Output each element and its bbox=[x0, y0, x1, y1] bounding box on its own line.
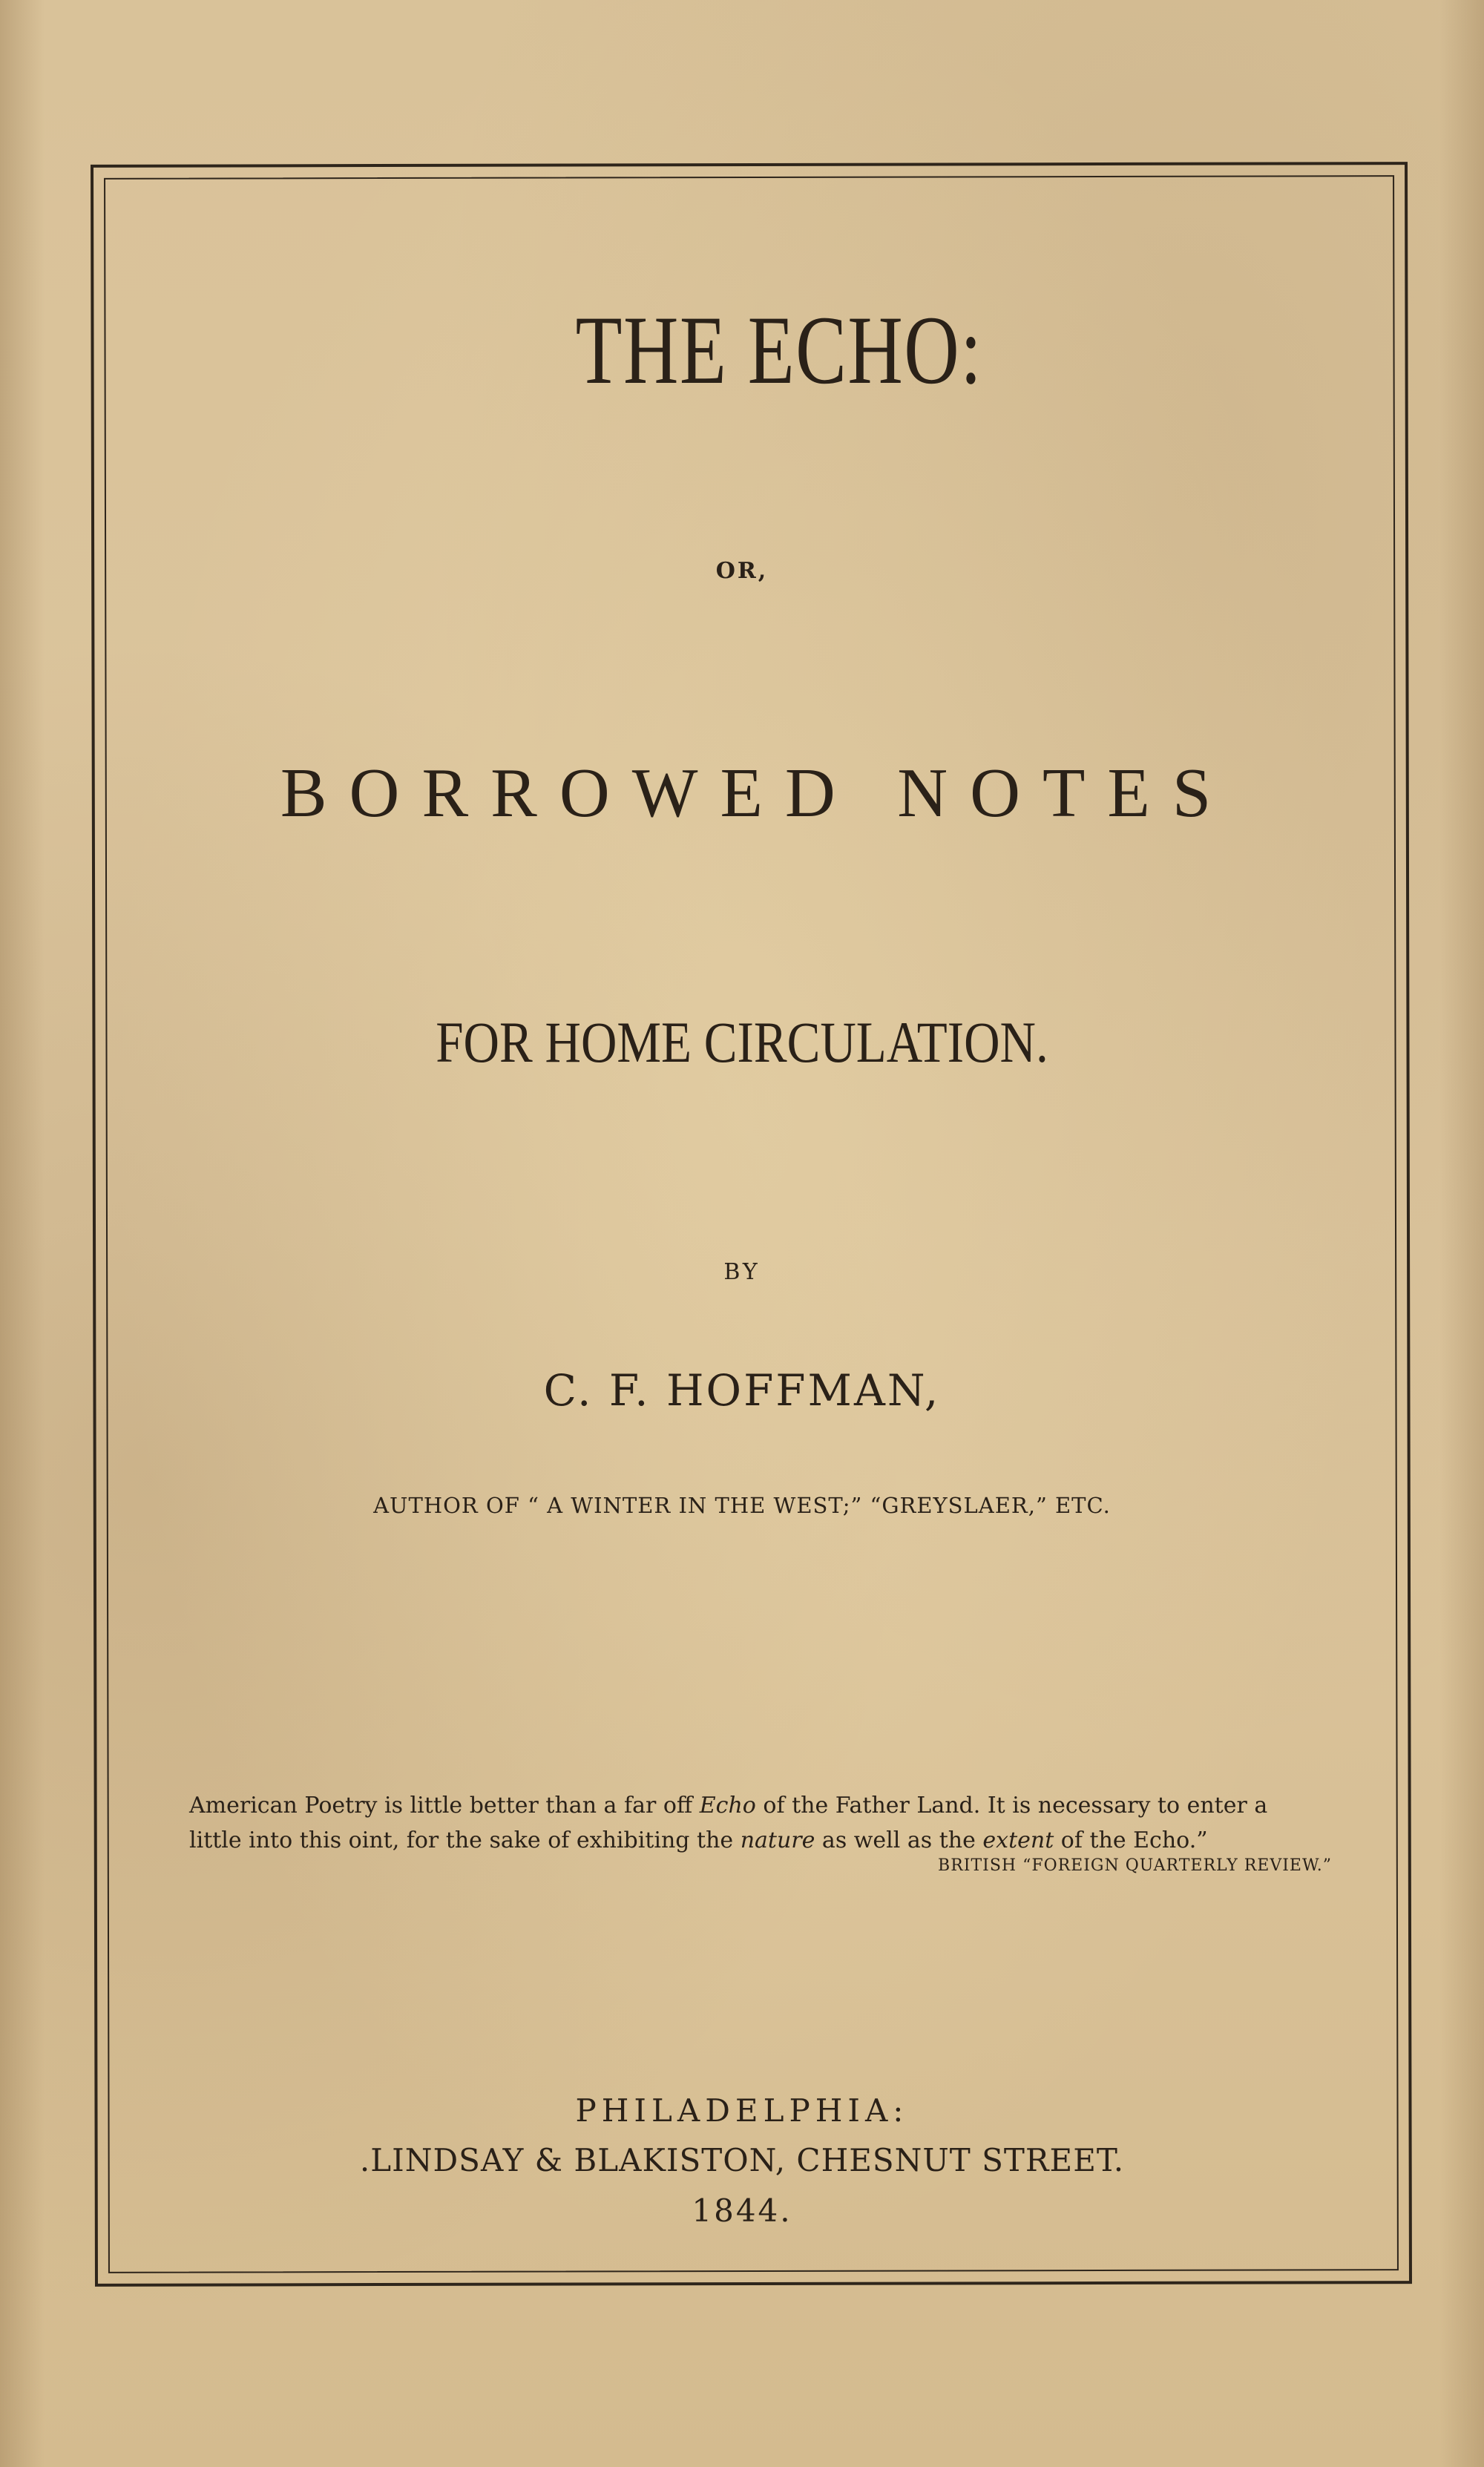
by-line: BY bbox=[723, 1259, 761, 1285]
imprint-year: 1844. bbox=[692, 2192, 792, 2229]
book-subtitle-2: FOR HOME CIRCULATION. bbox=[436, 1010, 1048, 1074]
author-name: C. F. HOFFMAN, bbox=[543, 1365, 941, 1416]
epigraph-text: of the Echo.” bbox=[1054, 1827, 1208, 1853]
epigraph-line-1 bbox=[189, 1788, 1321, 1823]
epigraph-text: little into this oint, for the sake of exhibiting the bbox=[189, 1827, 741, 1853]
epigraph-italic-nature: nature bbox=[740, 1827, 815, 1853]
epigraph-text: as well as the bbox=[815, 1827, 983, 1853]
epigraph-line-2 bbox=[189, 1823, 1321, 1858]
double-rule-border bbox=[91, 162, 1412, 2287]
epigraph-text: American Poetry is little better than a far off bbox=[189, 1793, 700, 1819]
epigraph-text: of the Father Land. It is necessary to enter a bbox=[755, 1793, 1268, 1819]
author-credits: AUTHOR OF “ A WINTER IN THE WEST;” “GREYSLAER,” ETC. bbox=[373, 1493, 1111, 1518]
inner-rule-border bbox=[104, 175, 1399, 2273]
book-title: THE ECHO: bbox=[575, 295, 983, 404]
or-line: OR, bbox=[715, 558, 769, 584]
epigraph-italic-echo: Echo bbox=[699, 1793, 756, 1819]
epigraph-source: BRITISH “FOREIGN QUARTERLY REVIEW.” bbox=[938, 1856, 1332, 1875]
imprint-city: PHILADELPHIA: bbox=[575, 2092, 909, 2129]
book-subtitle: BORROWED NOTES bbox=[280, 755, 1234, 832]
imprint-publisher: .LINDSAY & BLAKISTON, CHESNUT STREET. bbox=[359, 2142, 1125, 2178]
epigraph-italic-extent: extent bbox=[982, 1827, 1054, 1853]
